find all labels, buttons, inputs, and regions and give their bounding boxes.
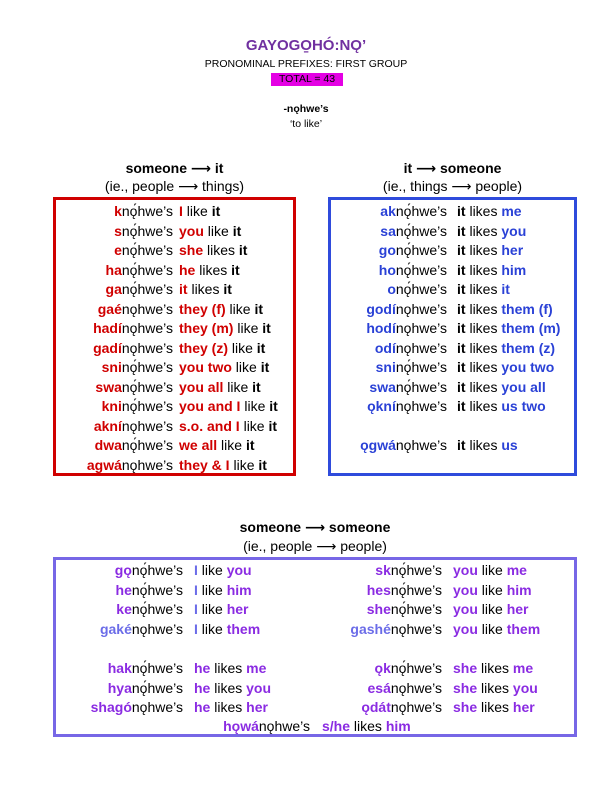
gloss-part: him xyxy=(226,581,252,598)
prefix: she xyxy=(366,601,391,618)
prefix: hes xyxy=(366,581,391,598)
gloss-part: them (z) xyxy=(501,339,556,356)
prefix: o xyxy=(387,281,396,297)
verb-stem-form: nǫ́hwe’s xyxy=(121,437,173,453)
gloss-part: like xyxy=(225,300,255,317)
verb-stem-form: nǫ́hwe’s xyxy=(395,359,447,375)
verb-stem-form: nǫhwe’s xyxy=(121,339,173,356)
gloss-part: it xyxy=(254,300,264,317)
gloss-part: like xyxy=(477,581,507,598)
gloss-part: them (m) xyxy=(501,320,561,336)
gloss-part: it xyxy=(457,359,466,375)
prefix: k xyxy=(114,203,122,219)
gloss-part: you xyxy=(512,679,538,696)
gloss-part: s/he xyxy=(322,718,351,734)
english-gloss xyxy=(457,221,526,241)
prefix-form xyxy=(0,240,447,260)
gloss-part: like xyxy=(197,620,227,637)
gloss-part: it xyxy=(179,281,188,297)
verb-stem-form: nǫhwe’s xyxy=(121,456,173,473)
prefix: ga xyxy=(105,281,122,297)
english-gloss xyxy=(457,318,560,338)
gloss-part: you xyxy=(453,581,478,598)
verb-stem-form: nǫ́hwe’s xyxy=(131,601,183,618)
gloss-part: it xyxy=(269,398,278,414)
gloss-part: s.o. and I xyxy=(179,417,240,434)
gloss-part: like xyxy=(233,320,263,336)
gloss-part: he xyxy=(194,660,211,676)
verb-stem-form: nǫ́hwe’s xyxy=(121,222,173,239)
verb-stem-form: nǫ́hwe’s xyxy=(121,242,173,258)
gloss-part: likes xyxy=(210,679,247,696)
gloss-part: like xyxy=(477,562,507,578)
gloss-part: her xyxy=(226,601,249,618)
verb-stem-form: nǫ́hwe’s xyxy=(390,660,442,676)
gloss-part: her xyxy=(501,242,524,258)
prefix-form xyxy=(0,318,447,338)
prefix-form xyxy=(0,560,442,580)
prefix-form xyxy=(0,580,442,600)
prefix: hya xyxy=(107,679,132,696)
english-gloss xyxy=(457,279,510,299)
prefix-form xyxy=(0,697,442,717)
gloss-part: me xyxy=(501,203,522,219)
verb-stem-form: nǫ́hwe’s xyxy=(395,242,447,258)
gloss-part: him xyxy=(506,581,532,598)
gloss-part: you all xyxy=(179,378,224,395)
verb-stem-form: nǫ́hwe’s xyxy=(131,660,183,676)
prefix: gaké xyxy=(99,620,132,637)
verb-gloss: ‘to like’ xyxy=(289,118,323,130)
prefix: he xyxy=(115,581,132,598)
gloss-part: you xyxy=(501,222,527,239)
gloss-part: like xyxy=(197,601,227,618)
gloss-part: me xyxy=(506,562,527,578)
gloss-part: like xyxy=(223,378,253,395)
gloss-part: it xyxy=(211,203,221,219)
gloss-part: likes xyxy=(477,699,513,716)
gloss-part: it xyxy=(238,242,248,258)
prefix-form xyxy=(0,658,442,678)
right-subheading: (ie., things ⟶ people) xyxy=(382,178,523,194)
verb-stem-form: nǫ́hwe’s xyxy=(121,281,173,297)
verb-stem-form: nǫ́hwe’s xyxy=(121,261,173,278)
gloss-part: he xyxy=(179,261,196,278)
prefix: ho xyxy=(378,261,396,278)
prefix: hodí xyxy=(366,320,396,336)
gloss-part: like xyxy=(240,398,270,414)
gloss-part: likes xyxy=(187,281,224,297)
english-gloss xyxy=(453,678,538,698)
gloss-part: I xyxy=(194,601,198,618)
gloss-part: it xyxy=(457,281,466,297)
gloss-part: likes xyxy=(210,660,247,676)
english-gloss xyxy=(457,299,553,319)
prefix-form xyxy=(0,357,447,377)
verb-stem-form: nǫ́hwe’s xyxy=(395,378,447,395)
gloss-part: likes xyxy=(465,339,502,356)
left-heading: someone ⟶ it xyxy=(125,160,224,176)
prefix: sa xyxy=(380,222,396,239)
verb-stem-form: nǫ́hwe’s xyxy=(395,261,447,278)
gloss-part: you two xyxy=(501,359,555,375)
gloss-part: her xyxy=(506,601,529,618)
gloss-part: she xyxy=(453,679,478,696)
gloss-part: it xyxy=(262,320,271,336)
verb-stem-form: nǫhwe’s xyxy=(395,300,447,317)
gloss-part: I xyxy=(194,562,198,578)
gloss-part: you xyxy=(453,562,478,578)
verb-stem-form: nǫhwe’s xyxy=(395,437,447,453)
total-badge: TOTAL = 43 xyxy=(271,73,343,86)
gloss-part: it xyxy=(252,378,261,395)
english-gloss xyxy=(453,560,527,580)
prefix: ke xyxy=(116,601,132,618)
gloss-part: it xyxy=(258,456,267,473)
gloss-part: likes xyxy=(477,660,513,676)
gloss-part: it xyxy=(268,417,278,434)
gloss-part: it xyxy=(457,261,466,278)
gloss-part: like xyxy=(197,581,227,598)
verb-stem-form: nǫhwe’s xyxy=(390,699,442,716)
gloss-part: likes xyxy=(210,699,247,716)
verb-stem-form: nǫhwe’s xyxy=(258,718,310,734)
prefix: s xyxy=(114,222,122,239)
gloss-part: like xyxy=(197,562,227,578)
gloss-part: her xyxy=(512,699,535,716)
english-gloss xyxy=(457,435,518,455)
gloss-part: she xyxy=(453,660,478,676)
prefix: dwa xyxy=(94,437,122,453)
gloss-part: me xyxy=(512,660,534,676)
verb-stem-form: nǫhwe’s xyxy=(395,320,447,336)
prefix-form xyxy=(0,435,447,455)
prefix: gadí xyxy=(93,339,122,356)
prefix: sni xyxy=(375,359,396,375)
prefix: sk xyxy=(375,562,391,578)
gloss-part: likes xyxy=(465,320,502,336)
prefix: e xyxy=(114,242,122,258)
gloss-part: likes xyxy=(477,679,513,696)
english-gloss xyxy=(457,338,555,358)
gloss-part: like xyxy=(231,359,261,375)
gloss-part: me xyxy=(246,660,267,676)
prefix-form xyxy=(0,455,173,475)
gloss-part: I xyxy=(194,620,198,637)
page-title: GAYOGO̱HÓ:NǪ’ xyxy=(245,37,367,54)
gloss-part: it xyxy=(231,261,240,278)
gloss-part: you xyxy=(453,601,478,618)
prefix: akní xyxy=(93,417,122,434)
prefix-form xyxy=(0,396,447,416)
verb-stem-form: nǫ́hwe’s xyxy=(121,378,173,395)
gloss-part: like xyxy=(477,601,507,618)
verb-stem-form: nǫhwe’s xyxy=(121,300,173,317)
gloss-part: likes xyxy=(465,281,502,297)
gloss-part: us xyxy=(501,437,518,453)
gloss-part: I xyxy=(194,581,198,598)
prefix: sni xyxy=(101,359,122,375)
prefix: esá xyxy=(367,679,391,696)
prefix: swa xyxy=(369,378,396,395)
verb-stem-form: nǫhwe’s xyxy=(121,417,173,434)
gloss-part: them (f) xyxy=(501,300,553,317)
verb-stem-form: nǫ́hwe’s xyxy=(395,281,447,297)
gloss-part: like xyxy=(228,339,257,356)
prefix: hak xyxy=(107,660,132,676)
gloss-part: like xyxy=(239,417,269,434)
gloss-part: we all xyxy=(179,437,218,453)
prefix-form xyxy=(0,338,447,358)
gloss-part: likes xyxy=(465,261,502,278)
verb-stem-form: nǫhwe’s xyxy=(131,699,183,716)
verb-stem-form: nǫhwe’s xyxy=(131,620,183,637)
english-gloss xyxy=(453,599,528,619)
english-gloss xyxy=(457,377,546,397)
verb-stem-form: nǫ́hwe’s xyxy=(390,562,442,578)
prefix: go xyxy=(378,242,396,258)
gloss-part: likes xyxy=(465,398,502,414)
gloss-part: you two xyxy=(179,359,232,375)
prefix: ha xyxy=(105,261,122,278)
prefix-form xyxy=(0,416,173,436)
prefix: ǫk xyxy=(374,660,391,676)
prefix: swa xyxy=(95,378,122,395)
prefix-form xyxy=(0,260,447,280)
verb-stem-form: nǫ́hwe’s xyxy=(131,679,183,696)
gloss-part: it xyxy=(457,242,466,258)
gloss-part: like xyxy=(477,620,507,637)
prefix-form xyxy=(0,221,447,241)
prefix: ǫgwá xyxy=(360,437,396,453)
right-heading: it ⟶ someone xyxy=(403,160,502,176)
gloss-part: she xyxy=(179,242,204,258)
prefix: gashé xyxy=(350,620,391,637)
english-gloss xyxy=(457,260,526,280)
gloss-part: her xyxy=(246,699,268,716)
gloss-part: him xyxy=(385,718,411,734)
verb-stem-form: nǫhwe’s xyxy=(390,679,442,696)
gloss-part: it xyxy=(457,437,466,453)
gloss-part: him xyxy=(501,261,527,278)
gloss-part: he xyxy=(194,699,211,716)
left-subheading: (ie., people ⟶ things) xyxy=(104,178,245,194)
english-gloss xyxy=(453,619,540,639)
verb-stem-form: nǫ́hwe’s xyxy=(131,581,183,598)
english-gloss xyxy=(453,580,532,600)
verb-stem-form: nǫ́hwe’s xyxy=(131,562,183,578)
prefix-form xyxy=(0,279,447,299)
gloss-part: it xyxy=(457,398,466,414)
gloss-part: it xyxy=(260,359,270,375)
gloss-part: likes xyxy=(203,242,239,258)
gloss-part: likes xyxy=(465,359,502,375)
gloss-part: like xyxy=(203,222,233,239)
verb-stem-form: nǫhwe’s xyxy=(395,339,447,356)
verb-stem-form: nǫ́hwe’s xyxy=(121,398,173,414)
prefix: ak xyxy=(380,203,396,219)
gloss-part: likes xyxy=(465,242,502,258)
prefix-form xyxy=(0,201,447,221)
verb-stem-form: nǫ́hwe’s xyxy=(390,601,442,618)
gloss-part: you all xyxy=(501,378,546,395)
gloss-part: it xyxy=(501,281,510,297)
prefix: hadí xyxy=(93,320,122,336)
english-gloss xyxy=(457,240,523,260)
verb-stem-form: nǫ́hwe’s xyxy=(395,222,447,239)
gloss-part: likes xyxy=(465,203,502,219)
english-gloss xyxy=(453,697,535,717)
prefix: ǫkní xyxy=(367,398,396,414)
gloss-part: it xyxy=(457,378,466,395)
prefix-form xyxy=(0,678,442,698)
page-subtitle: PRONOMINAL PREFIXES: FIRST GROUP xyxy=(204,58,408,70)
prefix-form xyxy=(0,599,442,619)
gloss-part: it xyxy=(457,300,466,317)
prefix: gǫ xyxy=(114,562,132,578)
gloss-part: them xyxy=(506,620,541,637)
gloss-part: it xyxy=(457,339,466,356)
english-gloss xyxy=(457,396,546,416)
gloss-part: them xyxy=(226,620,261,637)
gloss-part: likes xyxy=(465,437,502,453)
english-gloss xyxy=(457,201,522,221)
prefix-form xyxy=(0,377,447,397)
prefix: agwá xyxy=(86,456,122,473)
english-gloss xyxy=(453,658,533,678)
gloss-part: likes xyxy=(465,222,502,239)
prefix: hǫwá xyxy=(223,718,259,734)
gloss-part: you xyxy=(226,562,252,578)
bottom-heading: someone ⟶ someone xyxy=(239,519,391,535)
gloss-part: it xyxy=(245,437,255,453)
gloss-part: you xyxy=(179,222,204,239)
prefix: ǫdát xyxy=(361,699,391,716)
gloss-part: like xyxy=(217,437,246,453)
prefix: kni xyxy=(101,398,122,414)
verb-stem: -nǫhwe’s xyxy=(283,103,329,115)
gloss-part: she xyxy=(453,699,478,716)
gloss-part: us two xyxy=(501,398,546,414)
gloss-part: likes xyxy=(465,378,502,395)
verb-stem-form: nǫhwe’s xyxy=(390,620,442,637)
gloss-part: it xyxy=(223,281,232,297)
gloss-part: they (m) xyxy=(179,320,234,336)
english-gloss xyxy=(179,416,277,436)
english-gloss xyxy=(322,716,411,736)
gloss-part: it xyxy=(457,222,466,239)
english-gloss xyxy=(457,357,554,377)
gloss-part: they (f) xyxy=(179,300,226,317)
gloss-part: like xyxy=(229,456,259,473)
gloss-part: you and I xyxy=(179,398,241,414)
verb-stem-form: nǫhwe’s xyxy=(121,320,173,336)
prefix: shagó xyxy=(90,699,132,716)
prefix: godí xyxy=(366,300,396,317)
verb-stem-form: nǫ́hwe’s xyxy=(395,203,447,219)
english-gloss xyxy=(179,455,267,475)
bottom-subheading: (ie., people ⟶ people) xyxy=(243,538,387,554)
gloss-part: likes xyxy=(195,261,232,278)
gloss-part: it xyxy=(457,203,466,219)
gloss-part: like xyxy=(182,203,212,219)
gloss-part: you xyxy=(453,620,478,637)
gloss-part: it xyxy=(256,339,266,356)
prefix: odí xyxy=(374,339,396,356)
gloss-part: they (z) xyxy=(179,339,228,356)
gloss-part: likes xyxy=(465,300,502,317)
prefix-form xyxy=(0,299,447,319)
prefix-form xyxy=(0,716,310,736)
verb-stem-form: nǫ́hwe’s xyxy=(390,581,442,598)
gloss-part: they & I xyxy=(179,456,230,473)
gloss-part: you xyxy=(246,679,272,696)
gloss-part: he xyxy=(194,679,211,696)
prefix: gaé xyxy=(97,300,122,317)
gloss-part: likes xyxy=(350,718,386,734)
verb-stem-form: nǫ́hwe’s xyxy=(121,359,173,375)
gloss-part: I xyxy=(179,203,183,219)
verb-stem-form: nǫ́hwe’s xyxy=(121,203,173,219)
prefix-form xyxy=(0,619,442,639)
verb-stem-form: nǫhwe’s xyxy=(395,398,447,414)
gloss-part: it xyxy=(457,320,466,336)
gloss-part: it xyxy=(232,222,242,239)
